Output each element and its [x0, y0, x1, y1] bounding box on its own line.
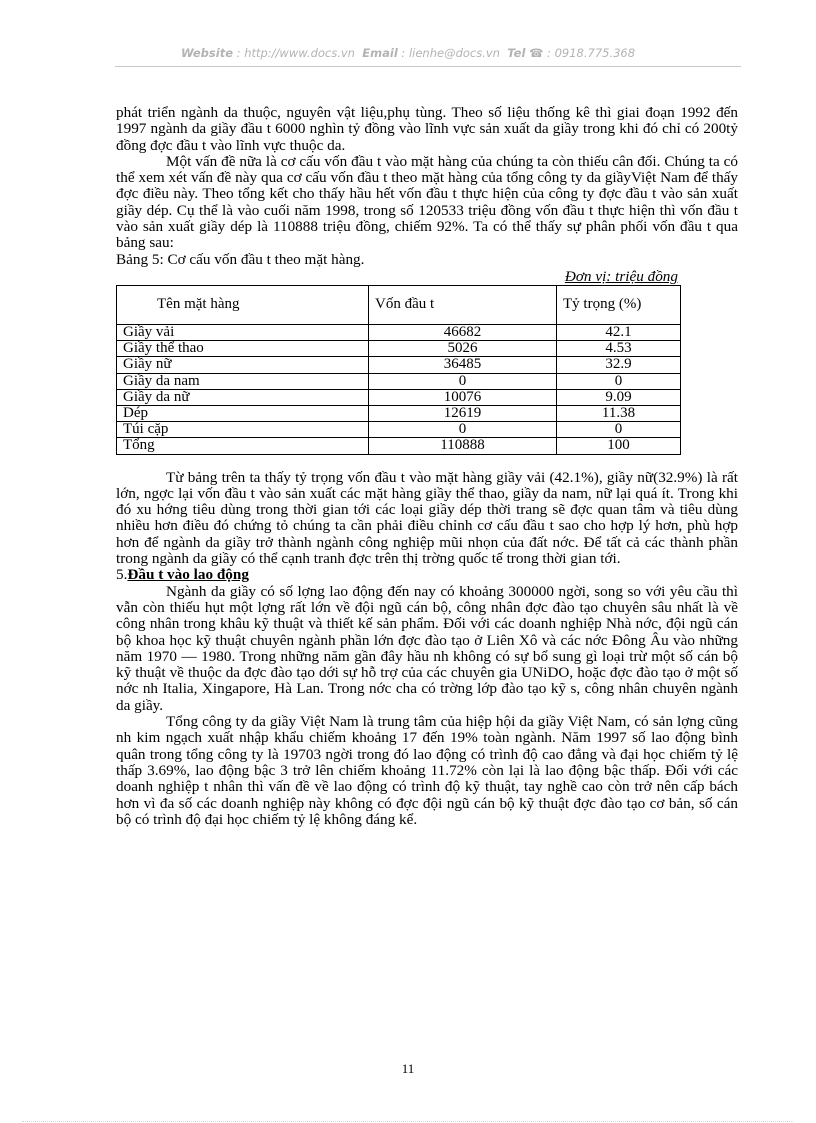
email-label: Email — [362, 46, 398, 60]
cell-share: 42.1 — [557, 324, 681, 340]
table-row — [117, 422, 681, 438]
paragraph-3: Từ bảng trên ta thấy tỷ trọng vốn đầu t vào mặt hàng giầy vải (42.1%), giầy nữ(32.9%) là rất lớn, ngợc lại vốn đầu t vào sản xuất các mặt hàng giầy thể thao, giầy da nam, nữ lại quá ít. Trong khi đó xu hớng tiêu dùng trong thời gian tới các loại giầy dép thời trang sẽ đợc quan tâm và tiêu dùng nhiều hơn điều đó chứng tỏ chúng ta cần phải điều chỉnh cơ cấu đầu t sao cho hợp lý hơn, phù hợp hơn để ngành da giầy trở thành ngành công nghiệp mũi nhọn của đất nớc. Để tất cả các thành phần trong ngành da giầy có thể cạnh tranh đợc trên thị trờng quốc tế trong thời gian tới. — [116, 468, 738, 568]
investment-table — [116, 285, 681, 455]
cell-capital: 0 — [369, 422, 557, 438]
table-caption: Bảng 5: Cơ cấu vốn đầu t theo mặt hàng. — [116, 250, 365, 268]
footer-divider — [22, 1121, 794, 1122]
cell-share: 4.53 — [557, 341, 681, 357]
page-number: 11 — [401, 1061, 415, 1076]
tel-value: : 0918.775.368 — [547, 46, 636, 60]
cell-item: Giầy da nam — [117, 373, 369, 389]
cell-item: Giầy da nữ — [117, 389, 369, 405]
paragraph-1: phát triển ngành da thuộc, nguyên vật liệu,phụ tùng. Theo số liệu thống kê thì giai đoạn 1992 đến 1997 ngành da giầy đầu t 6000 nghìn tỷ đồng vào lĩnh vực sản xuất da giầy trong khi đó chỉ có 200tỷ đồng đợc đầu t vào lĩnh vực thuộc da. — [116, 104, 738, 154]
table-row — [117, 373, 681, 389]
table-unit: Đơn vị: triệu đồng — [564, 267, 678, 285]
cell-capital: 36485 — [369, 357, 557, 373]
cell-capital: 12619 — [369, 405, 557, 421]
cell-capital: 5026 — [369, 341, 557, 357]
header-capital: Vốn đầu t — [369, 285, 557, 324]
table-row — [117, 405, 681, 421]
cell-capital: 110888 — [369, 438, 557, 454]
cell-item: Giầy vải — [117, 324, 369, 340]
cell-item: Tổng — [117, 438, 369, 454]
paragraph-2: Một vấn đề nữa là cơ cấu vốn đầu t vào mặt hàng của chúng ta còn thiếu cân đối. Chúng ta có thể xem xét vấn đề này qua cơ cấu vốn đầu t theo mặt hàng của tổng công ty da giầyViệt Nam để thấy đợc điều này. Theo tổng kết cho thấy hầu hết vốn đầu t thực hiện của công ty đợc đầu t vào sản xuất giầy dép. Cụ thể là vào cuối năm 1998, trong số 120533 triệu đồng vốn đầu t thực hiện thì vốn đầu t vào sản xuất giầy dép là 110888 triệu đồng, chiếm 92%. Ta có thể thấy sự phân phối vốn đầu t qua bảng sau: — [116, 152, 738, 252]
table-row — [117, 357, 681, 373]
cell-capital: 46682 — [369, 324, 557, 340]
table-header-row — [117, 285, 681, 324]
table-total-row — [117, 438, 681, 454]
cell-share: 32.9 — [557, 357, 681, 373]
cell-item: Giầy thể thao — [117, 341, 369, 357]
website-label: Website — [180, 46, 234, 60]
page-header — [0, 46, 816, 60]
cell-share: 11.38 — [557, 405, 681, 421]
tel-label: Tel — [507, 46, 526, 60]
phone-icon: ☎ — [529, 46, 544, 60]
cell-share: 9.09 — [557, 389, 681, 405]
section-title: Đầu t vào lao động — [127, 566, 249, 584]
cell-item: Giầy nữ — [117, 357, 369, 373]
paragraph-5: Tổng công ty da giầy Việt Nam là trung tâm của hiệp hội da giầy Việt Nam, có sản lợng cũng nh kim ngạch xuất nhập khẩu chiếm khoảng 17 đến 19% toàn ngành. Năm 1997 số lao động bình quân trong tổng công ty là 19703 ngời trong đó lao động có trình độ cao đẳng và đại học chiếm tỷ lệ thấp 3.69%, lao động bậc 3 trở lên chiếm khoảng 11.72% còn lại là lao động bậc thấp. Đối với các doanh nghiệp t nhân thì vấn đề về lao động có trình độ kỹ thuật, tay nghề cao còn trở nên cấp bách hơn vì đa số các doanh nghiệp này không có đợc đội ngũ cán bộ kỹ thuật đợc đào tạo cơ bản, số cán bộ có trình độ đại học chiếm tỷ lệ không đáng kể. — [116, 713, 738, 828]
website-value: : http://www.docs.vn — [236, 46, 355, 60]
email-value: : lienhe@docs.vn — [401, 46, 500, 60]
header-share: Tỷ trọng (%) — [557, 285, 681, 324]
cell-share: 100 — [557, 438, 681, 454]
cell-share: 0 — [557, 422, 681, 438]
document-body — [116, 105, 738, 828]
cell-item: Dép — [117, 405, 369, 421]
table-row — [117, 324, 681, 340]
table-row — [117, 389, 681, 405]
cell-share: 0 — [557, 373, 681, 389]
header-item: Tên mặt hàng — [117, 285, 369, 324]
section-number: 5. — [116, 566, 128, 584]
header-divider — [115, 66, 741, 67]
cell-capital: 10076 — [369, 389, 557, 405]
paragraph-4: Ngành da giầy có số lợng lao động đến nay có khoảng 300000 ngời, song so với yêu cầu thì vẫn còn thiếu hụt một lợng rất lớn về đội ngũ cán bộ, công nhân đợc đào tạo chuyên sâu nhất là về công nhân trong khâu kỹ thuật và thiết kế sản phẩm. Đối với các doanh nghiệp Nhà nớc, đội ngũ cán bộ khoa học kỹ thuật chuyên ngành phần lớn đợc đào tạo ở Liên Xô và các nớc Đông Âu vào những năm 1970 — 1980. Trong những năm gần đây hầu nh không có sự bổ sung gì loại trừ một số cán bộ kỹ thuật về thuộc da đợc đào tạo dới sự hỗ trợ của các chuyên gia UNiDO, hoặc đợc đào tạo ở một số nớc nh Italia, Xingapore, Hà Lan. Trong nớc cha có trờng lớp đào tạo kỹ s, công nhân chuyên ngành da giầy. — [116, 582, 738, 714]
cell-capital: 0 — [369, 373, 557, 389]
table-row — [117, 341, 681, 357]
section-heading — [116, 567, 738, 583]
cell-item: Túi cặp — [117, 422, 369, 438]
